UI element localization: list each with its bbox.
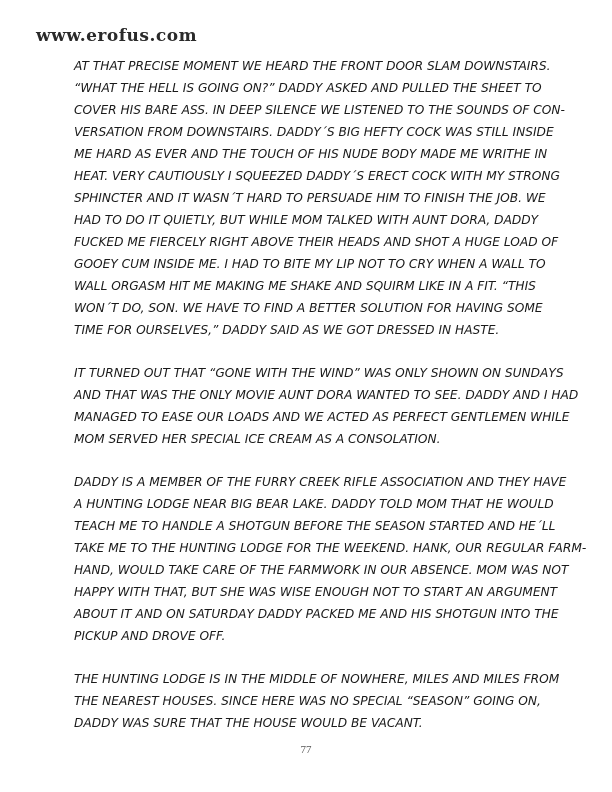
text-line: COVER HIS BARE ASS. IN DEEP SILENCE WE LISTENED TO THE SOUNDS OF CON-	[74, 103, 565, 117]
text-line: TEACH ME TO HANDLE A SHOTGUN BEFORE THE SEASON STARTED AND HE´LL	[74, 519, 556, 533]
paragraph-1	[74, 55, 565, 341]
text-line: THE HUNTING LODGE IS IN THE MIDDLE OF NOWHERE, MILES AND MILES FROM	[74, 672, 560, 686]
text-line: VERSATION FROM DOWNSTAIRS. DADDY´S BIG HEFTY COCK WAS STILL INSIDE	[74, 125, 554, 139]
watermark: www.erofus.com	[36, 26, 198, 46]
text-line: FUCKED ME FIERCELY RIGHT ABOVE THEIR HEADS AND SHOT A HUGE LOAD OF	[74, 235, 559, 249]
text-line: “WHAT THE HELL IS GOING ON?” DADDY ASKED AND PULLED THE SHEET TO	[74, 81, 542, 95]
text-line: AND THAT WAS THE ONLY MOVIE AUNT DORA WANTED TO SEE. DADDY AND I HAD	[74, 388, 579, 402]
paragraph-3	[74, 471, 587, 647]
text-line: AT THAT PRECISE MOMENT WE HEARD THE FRONT DOOR SLAM DOWNSTAIRS.	[74, 59, 551, 73]
text-line: MANAGED TO EASE OUR LOADS AND WE ACTED AS PERFECT GENTLEMEN WHILE	[74, 410, 570, 424]
text-line: DADDY WAS SURE THAT THE HOUSE WOULD BE VACANT.	[74, 716, 423, 730]
paragraph-4	[74, 668, 558, 734]
text-line: WON´T DO, SON. WE HAVE TO FIND A BETTER SOLUTION FOR HAVING SOME	[74, 301, 543, 315]
text-line: TAKE ME TO THE HUNTING LODGE FOR THE WEEKEND. HANK, OUR REGULAR FARM-	[74, 541, 587, 555]
text-line: SPHINCTER AND IT WASN´T HARD TO PERSUADE HIM TO FINISH THE JOB. WE	[74, 191, 546, 205]
paragraph-2	[74, 362, 579, 450]
text-line: HAND, WOULD TAKE CARE OF THE FARMWORK IN OUR ABSENCE. MOM WAS NOT	[74, 563, 569, 577]
text-line: ME HARD AS EVER AND THE TOUCH OF HIS NUDE BODY MADE ME WRITHE IN	[74, 147, 548, 161]
page-number: 77	[300, 744, 312, 756]
text-line: ABOUT IT AND ON SATURDAY DADDY PACKED ME AND HIS SHOTGUN INTO THE	[74, 607, 559, 621]
text-line: PICKUP AND DROVE OFF.	[74, 629, 226, 643]
text-line: HAD TO DO IT QUIETLY, BUT WHILE MOM TALKED WITH AUNT DORA, DADDY	[74, 213, 539, 227]
text-line: HAPPY WITH THAT, BUT SHE WAS WISE ENOUGH NOT TO START AN ARGUMENT	[74, 585, 558, 599]
text-line: IT TURNED OUT THAT “GONE WITH THE WIND” WAS ONLY SHOWN ON SUNDAYS	[74, 366, 564, 380]
text-line: MOM SERVED HER SPECIAL ICE CREAM AS A CONSOLATION.	[74, 432, 441, 446]
text-line: THE NEAREST HOUSES. SINCE HERE WAS NO SPECIAL “SEASON” GOING ON,	[74, 694, 541, 708]
page-body	[74, 55, 587, 755]
text-line: HEAT. VERY CAUTIOUSLY I SQUEEZED DADDY´S ERECT COCK WITH MY STRONG	[74, 169, 560, 183]
text-line: WALL ORGASM HIT ME MAKING ME SHAKE AND SQUIRM LIKE IN A FIT. “THIS	[74, 279, 536, 293]
text-line: DADDY IS A MEMBER OF THE FURRY CREEK RIFLE ASSOCIATION AND THEY HAVE	[74, 475, 567, 489]
text-line: A HUNTING LODGE NEAR BIG BEAR LAKE. DADDY TOLD MOM THAT HE WOULD	[74, 497, 554, 511]
text-line: GOOEY CUM INSIDE ME. I HAD TO BITE MY LIP NOT TO CRY WHEN A WALL TO	[74, 257, 546, 271]
text-line: TIME FOR OURSELVES,” DADDY SAID AS WE GOT DRESSED IN HASTE.	[74, 323, 500, 337]
